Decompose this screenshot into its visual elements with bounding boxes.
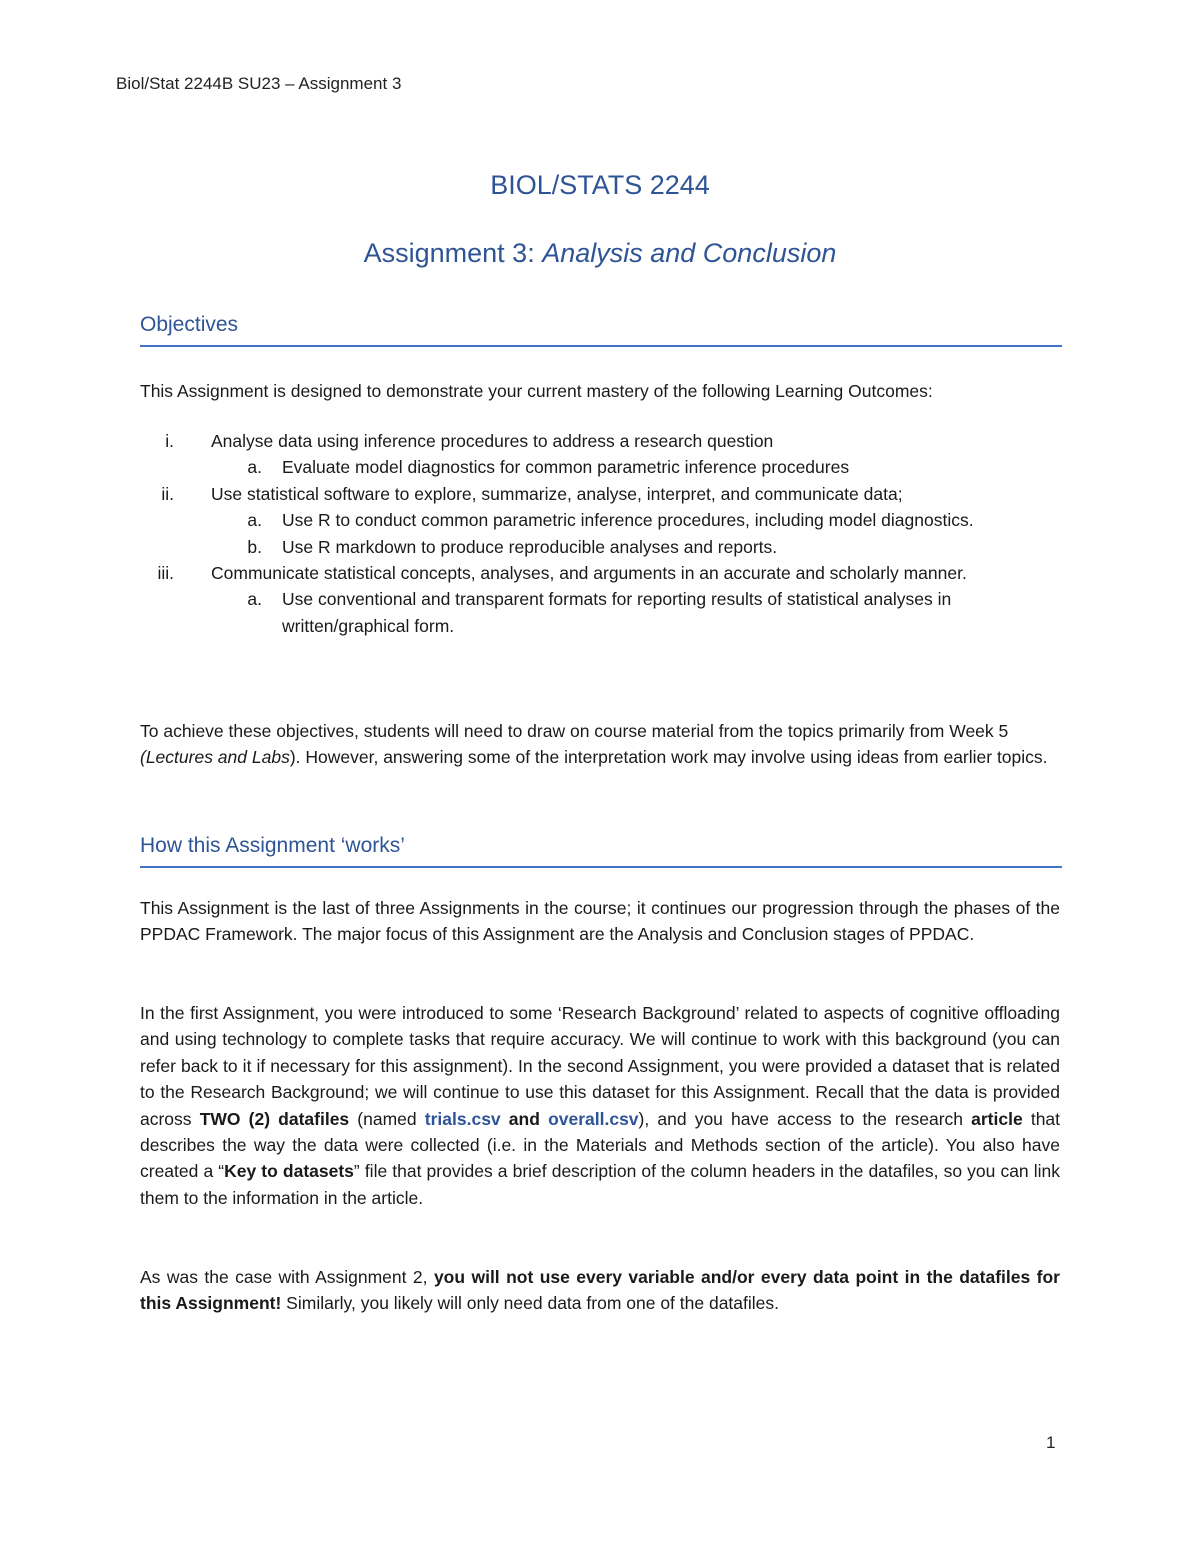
sub-outcome-letter: a.: [247, 457, 262, 478]
how-paragraph-1: This Assignment is the last of three Assignments in the course; it continues our progression through the phases of the PPDAC Framework. The major focus of this Assignment are the Analysis and Conclusion stages of PPDAC.: [140, 898, 1060, 945]
outcome-number: iii.: [157, 563, 174, 584]
p3-bold-warning: you will not use every variable and/or every data point in the datafiles for this Assignment!: [140, 1267, 1060, 1314]
p2-bold-and: and: [500, 1108, 549, 1129]
sub-outcome-item: [140, 507, 1060, 533]
sub-outcome-item: [140, 454, 1060, 480]
p2-bold-key-to-datasets: Key to datasets: [224, 1161, 354, 1182]
assignment-title: [0, 238, 1200, 269]
p2-text-c: ), and you have access to the research: [638, 1108, 972, 1129]
learning-outcomes-list: [140, 428, 1060, 639]
p2-text-e: ” file that provides a brief description of the column headers in the datafiles, so you can link them to the information in the article.: [140, 1161, 1060, 1208]
outcome-text: Communicate statistical concepts, analyses, and arguments in an accurate and scholarly manner.: [211, 563, 967, 584]
outcome-item: [140, 428, 1060, 454]
page-number: 1: [1046, 1433, 1056, 1452]
outcome-item: [140, 560, 1060, 586]
p2-bold-article: article: [971, 1108, 1023, 1129]
p2-bold-two-datafiles: TWO (2) datafiles: [199, 1108, 350, 1129]
outcome-text: Analyse data using inference procedures to address a research question: [211, 431, 774, 451]
p3-text-a: As was the case with Assignment 2,: [140, 1267, 434, 1287]
sub-outcome-text: Use R markdown to produce reproducible analyses and reports.: [282, 536, 778, 557]
overall-csv-link[interactable]: overall.csv: [548, 1108, 639, 1129]
assignment-title-prefix: Assignment 3:: [363, 238, 543, 268]
objectives-intro: This Assignment is designed to demonstrate your current mastery of the following Learning Outcomes:: [140, 381, 933, 401]
sub-outcome-item: [140, 586, 1060, 639]
sub-outcome-letter: a.: [247, 510, 262, 531]
objectives-heading: Objectives: [140, 313, 1062, 347]
trials-csv-link[interactable]: trials.csv: [424, 1108, 501, 1129]
p2-text-d: that describes the way the data were collected (i.e. in the Materials and Methods section of the article). You also have created a “: [140, 1108, 1061, 1182]
p3-text-b: Similarly, you likely will only need data from one of the datafiles.: [281, 1293, 780, 1314]
outcome-item: [140, 481, 1060, 507]
sub-outcome-letter: b.: [247, 536, 262, 557]
outcome-text: Use statistical software to explore, summarize, analyse, interpret, and communicate data;: [211, 483, 903, 504]
sub-outcome-item: [140, 534, 1060, 560]
assignment-title-italic: Analysis and Conclusion: [542, 238, 837, 268]
sub-outcome-letter: a.: [247, 589, 262, 610]
sub-outcome-text: Evaluate model diagnostics for common parametric inference procedures: [282, 457, 850, 478]
how-it-works-heading: How this Assignment ‘works’: [140, 834, 1062, 868]
course-title: BIOL/STATS 2244: [490, 170, 710, 200]
how-paragraph-2: [140, 1000, 1060, 1211]
p2-text-a: In the first Assignment, you were introduced to some ‘Research Background’ related to aspects of cognitive offloading and using technology to complete tasks that require accuracy. We will continue to work with this background (you can refer back to it if necessary for this assignment). In the second Assignment, you were provided a dataset that is related to the Research Background; we will continue to use this dataset for this Assignment. Recall that the data is provided across: [140, 1003, 1060, 1129]
running-header: Biol/Stat 2244B SU23 – Assignment 3: [116, 74, 402, 93]
achieve-text-2: ). However, answering some of the interpretation work may involve using ideas from earlier topics.: [289, 747, 1048, 768]
achieve-text-1: To achieve these objectives, students will need to draw on course material from the topics primarily from Week 5: [140, 721, 1009, 741]
sub-outcome-text: Use R to conduct common parametric inference procedures, including model diagnostics.: [282, 510, 974, 531]
how-paragraph-3: [140, 1264, 1060, 1317]
objectives-achieve-paragraph: [140, 718, 1060, 771]
achieve-text-italic: (Lectures and Labs: [140, 747, 290, 768]
outcome-number: i.: [165, 431, 174, 451]
outcome-number: ii.: [161, 483, 174, 504]
sub-outcome-text: Use conventional and transparent formats for reporting results of statistical analyses in written/graphical form.: [282, 589, 952, 636]
p2-text-b: (named: [349, 1108, 425, 1129]
